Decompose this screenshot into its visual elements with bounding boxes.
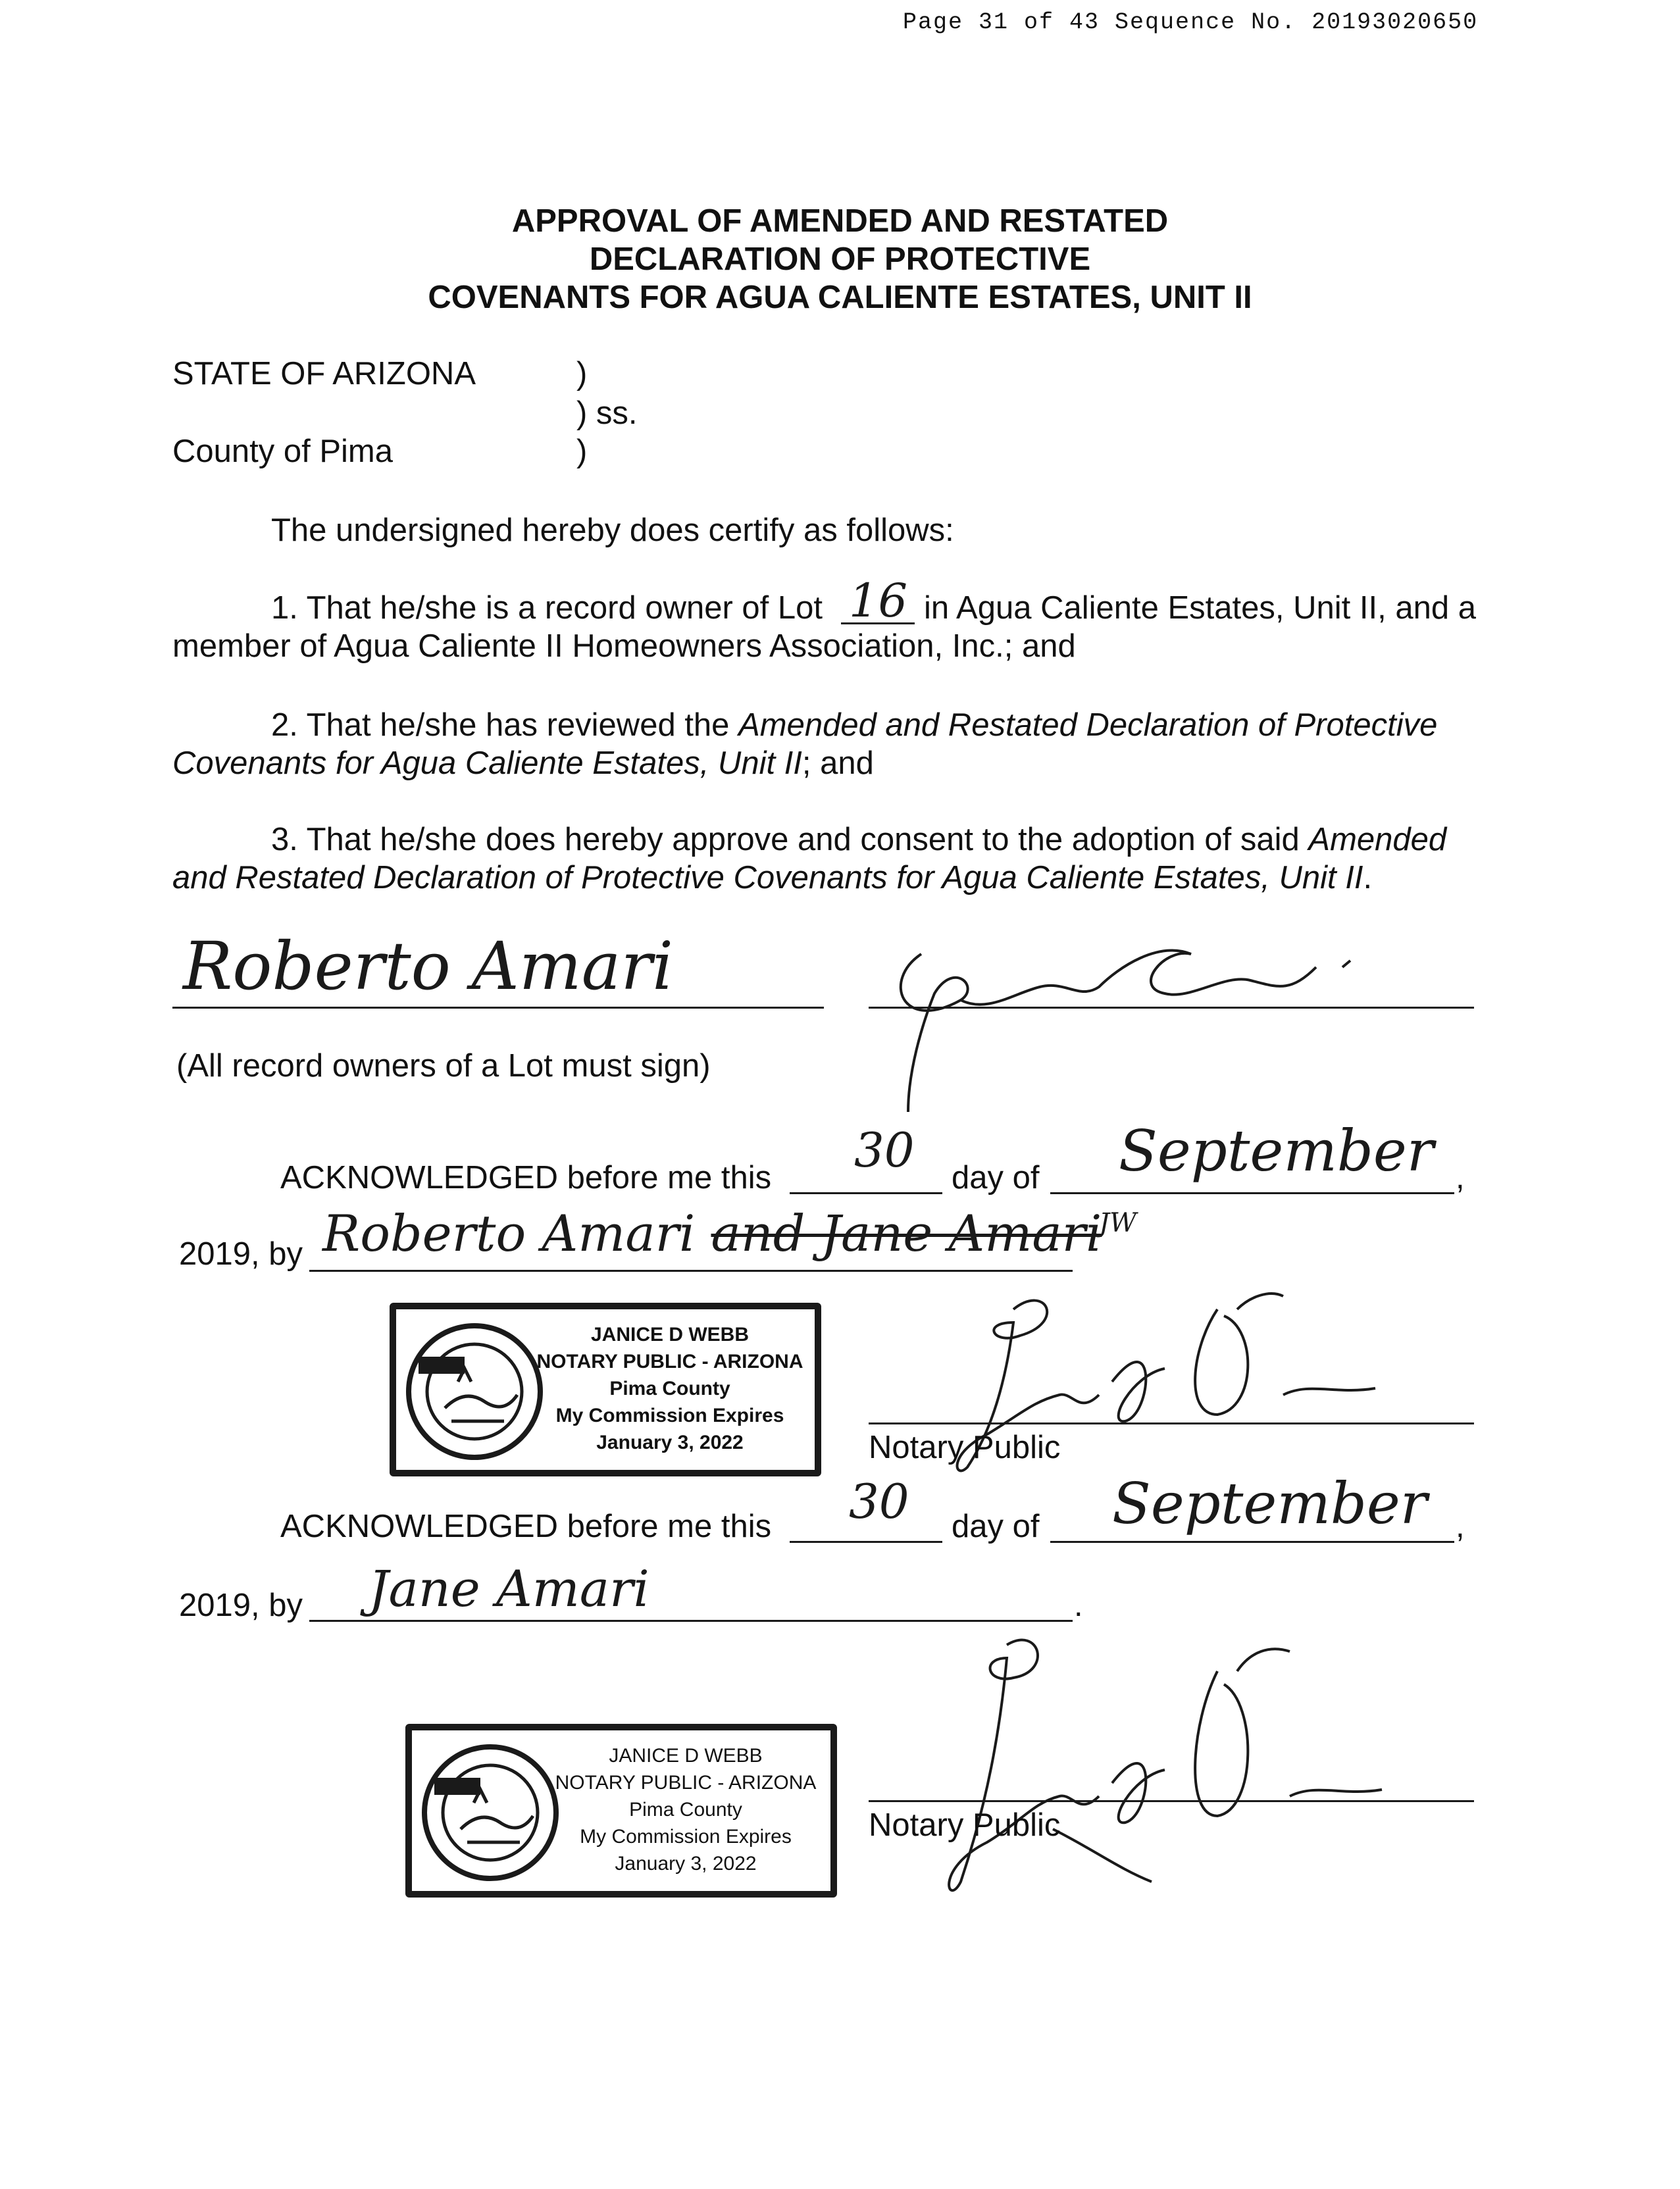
- item-3-italic-2: and Restated Declaration of Protective Covenants for Agua Caliente Estates, Unit II: [172, 860, 1363, 895]
- item-2-italic-1: Amended and Restated Declaration of Protective: [738, 707, 1438, 743]
- all-owners-must-sign-note: (All record owners of a Lot must sign): [176, 1048, 711, 1084]
- ack-1-day-line: [790, 1192, 942, 1194]
- item-1-line-2: member of Agua Caliente II Homeowners Association, Inc.; and: [172, 628, 1076, 664]
- venue-paren-3: ): [576, 434, 588, 469]
- ack-2-names-line: [309, 1620, 1073, 1622]
- notary-2-label: Notary Public: [869, 1807, 1061, 1843]
- item-2-suffix: ; and: [802, 745, 874, 781]
- ack-1-names: Roberto Amari: [322, 1204, 696, 1263]
- ack-1-prefix: ACKNOWLEDGED before me this: [280, 1160, 772, 1195]
- notary-1-label: Notary Public: [869, 1430, 1061, 1465]
- item-3-suffix: .: [1363, 860, 1373, 895]
- owner-signature-1: Roberto Amari: [183, 928, 674, 1005]
- lot-number-handwritten: 16: [849, 574, 908, 628]
- document-title-line-3: COVENANTS FOR AGUA CALIENTE ESTATES, UNIT II: [428, 280, 1252, 315]
- stamp-2-title: NOTARY PUBLIC - ARIZONA: [555, 1772, 817, 1794]
- item-2-line-2: [172, 743, 874, 783]
- ack-1-names-handwritten: [322, 1204, 1102, 1263]
- ack-1-initials: JW: [1099, 1208, 1137, 1238]
- stamp-2-commission: My Commission Expires: [580, 1826, 792, 1848]
- ack-1-month-line: [1050, 1192, 1454, 1194]
- item-2-prefix: 2. That he/she has reviewed the: [271, 707, 730, 743]
- ack-2-comma: ,: [1456, 1509, 1465, 1544]
- ack-1-month-handwritten: September: [1119, 1119, 1434, 1184]
- stamp-2-county: Pima County: [629, 1799, 742, 1821]
- ack-2-day-of: day of: [952, 1509, 1040, 1544]
- owner-signature-2-scribble: [882, 915, 1382, 1125]
- item-3-prefix: 3. That he/she does hereby approve and consent to the adoption of said: [271, 822, 1300, 857]
- venue-state: STATE OF ARIZONA: [172, 356, 476, 391]
- ack-1-day-of: day of: [952, 1160, 1040, 1195]
- document-title-line-1: APPROVAL OF AMENDED AND RESTATED: [511, 203, 1169, 239]
- owner-signature-line-1: [172, 1007, 824, 1009]
- item-1-prefix: 1. That he/she is a record owner of Lot: [271, 590, 823, 626]
- ack-2-prefix: ACKNOWLEDGED before me this: [280, 1509, 772, 1544]
- arizona-notary-seal-icon: [421, 1737, 559, 1888]
- ack-2-year-by: 2019, by: [179, 1588, 303, 1623]
- page-sequence-header: Page 31 of 43 Sequence No. 20193020650: [903, 9, 1479, 36]
- stamp-1-expires: January 3, 2022: [596, 1432, 744, 1453]
- document-title-line-2: DECLARATION OF PROTECTIVE: [589, 241, 1091, 277]
- ack-2-names-handwritten: Jane Amari: [369, 1559, 649, 1618]
- ack-1-year-by: 2019, by: [179, 1236, 303, 1272]
- stamp-1-commission: My Commission Expires: [555, 1405, 784, 1426]
- venue-county: County of Pima: [172, 434, 393, 469]
- ack-1-struck-names: and Jane Amari: [711, 1204, 1102, 1263]
- stamp-1-name: JANICE D WEBB: [590, 1324, 749, 1346]
- ack-2-day-line: [790, 1541, 942, 1543]
- certify-intro: The undersigned hereby does certify as follows:: [271, 513, 954, 548]
- item-2-line-1: [271, 705, 1437, 745]
- ack-1-names-line: [309, 1270, 1073, 1272]
- ack-1-day-handwritten: 30: [854, 1122, 915, 1178]
- stamp-2-name: JANICE D WEBB: [609, 1745, 763, 1767]
- notary-stamp-2: [405, 1724, 837, 1898]
- ack-1-comma: ,: [1456, 1160, 1465, 1195]
- notary-stamp-1: [390, 1303, 821, 1476]
- venue-ss: ) ss.: [576, 395, 638, 431]
- ack-2-day-handwritten: 30: [849, 1474, 909, 1529]
- arizona-notary-seal-icon: [405, 1316, 544, 1467]
- item-3-line-1: [271, 820, 1446, 859]
- item-1-suffix: in Agua Caliente Estates, Unit II, and a: [924, 590, 1476, 626]
- ack-2-month-line: [1050, 1541, 1454, 1543]
- stamp-1-title: NOTARY PUBLIC - ARIZONA: [536, 1351, 803, 1372]
- stamp-1-county: Pima County: [609, 1378, 730, 1399]
- venue-paren-1: ): [576, 356, 588, 391]
- item-3-line-2: [172, 858, 1372, 897]
- stamp-2-expires: January 3, 2022: [615, 1853, 757, 1874]
- ack-2-month-handwritten: September: [1112, 1471, 1427, 1537]
- item-2-italic-2: Covenants for Agua Caliente Estates, Unit II: [172, 745, 802, 781]
- ack-2-period: .: [1074, 1588, 1083, 1623]
- notary-2-signature-scribble: [921, 1632, 1421, 1895]
- item-3-italic-1: Amended: [1308, 822, 1447, 857]
